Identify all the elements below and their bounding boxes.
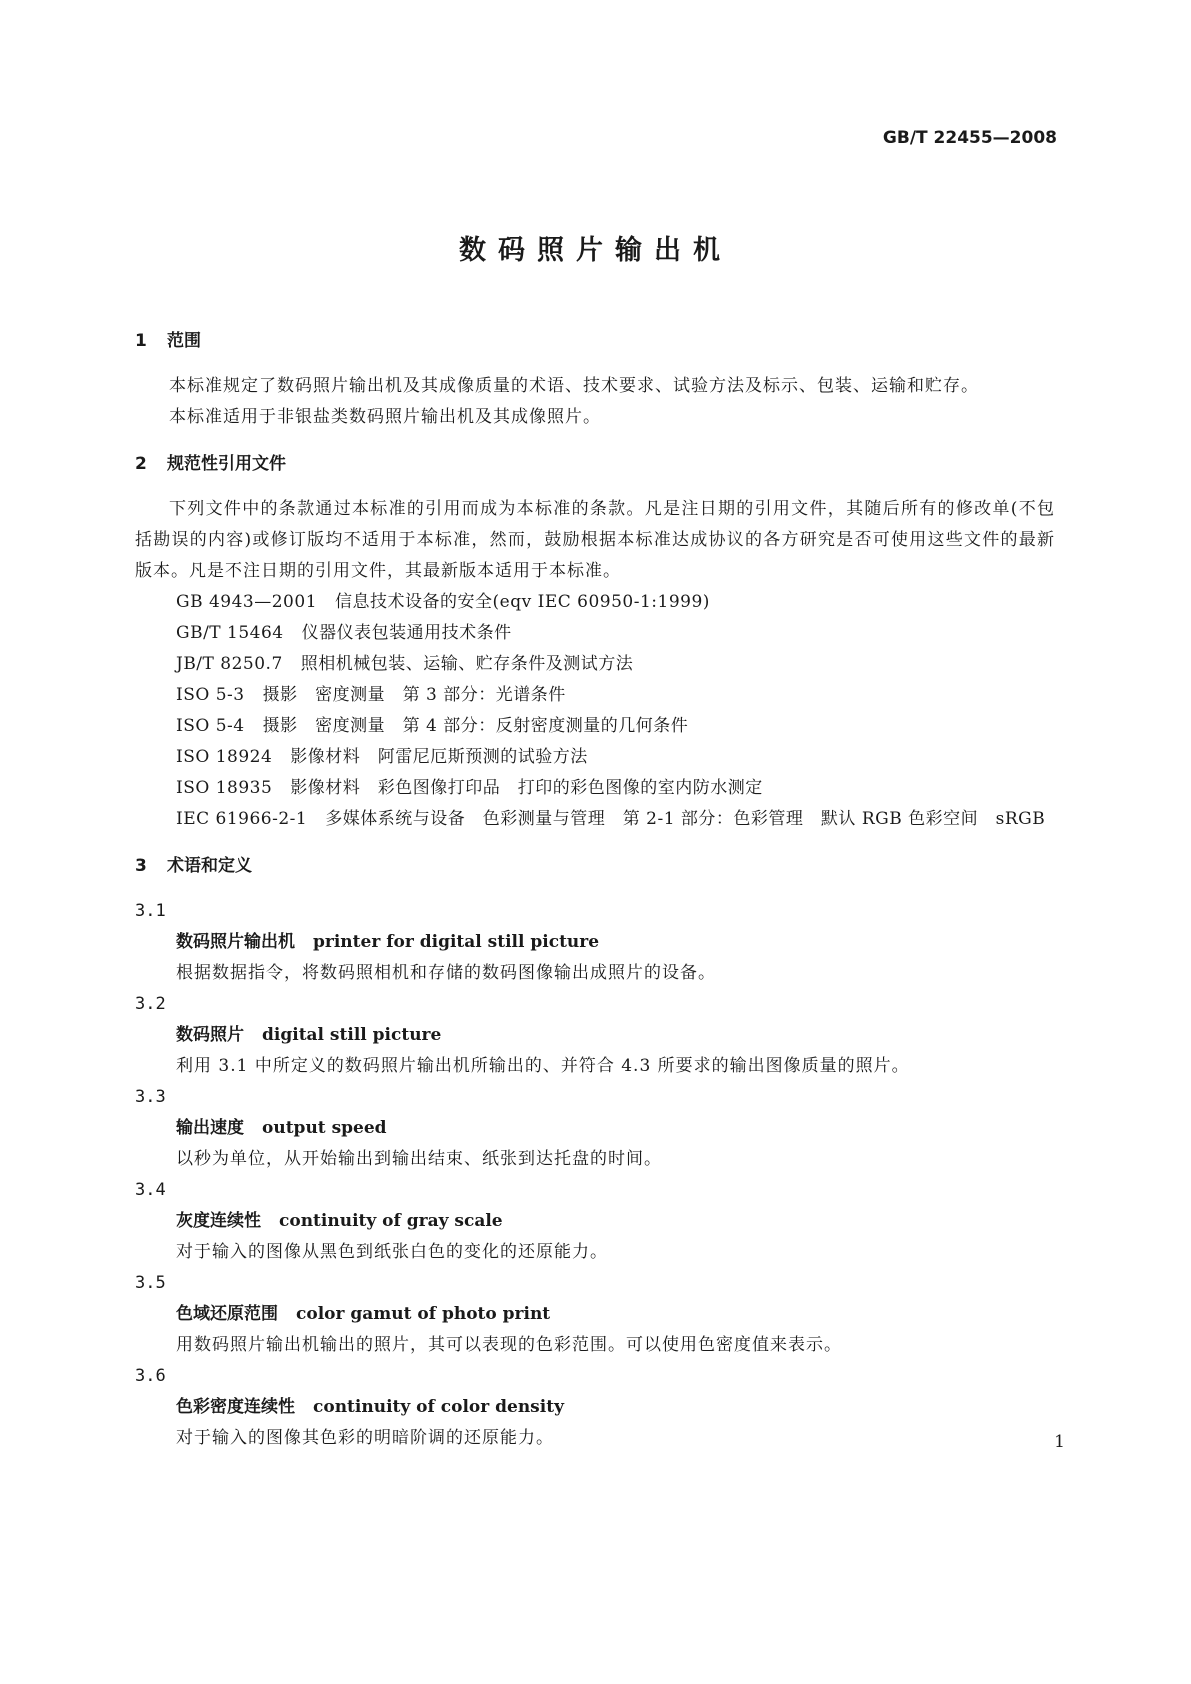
term-definition: 用数码照片输出机输出的照片，其可以表现的色彩范围。可以使用色密度值来表示。 xyxy=(176,1335,842,1355)
term-definition: 以秒为单位，从开始输出到输出结束、纸张到达托盘的时间。 xyxy=(176,1149,662,1169)
reference-title: 多媒体系统与设备 色彩测量与管理 第 2-1 部分：色彩管理 默认 RGB 色彩空间 sRGB xyxy=(325,809,1046,829)
reference-code: IEC 61966-2-1 xyxy=(176,809,308,829)
term-entry xyxy=(135,1268,1055,1361)
section-scope xyxy=(135,326,1055,433)
reference-code: JB/T 8250.7 xyxy=(176,654,283,674)
term-title xyxy=(176,1113,1055,1144)
reference-code: GB 4943—2001 xyxy=(176,592,318,612)
term-en: continuity of color density xyxy=(313,1397,564,1417)
term-definition: 对于输入的图像其色彩的明暗阶调的还原能力。 xyxy=(176,1428,554,1448)
term-cn: 数码照片输出机 xyxy=(176,932,295,952)
term-entry xyxy=(135,989,1055,1082)
reference-title: 照相机械包装、运输、贮存条件及测试方法 xyxy=(300,654,634,674)
term-definition: 根据数据指令，将数码照相机和存储的数码图像输出成照片的设备。 xyxy=(176,963,716,983)
term-number: 3.5 xyxy=(135,1273,166,1293)
section-normative-references xyxy=(135,449,1055,835)
reference-code: GB/T 15464 xyxy=(176,623,284,643)
term-number: 3.2 xyxy=(135,994,166,1014)
term-entry xyxy=(135,896,1055,989)
section-heading xyxy=(135,851,1055,882)
reference-title: 影像材料 彩色图像打印品 打印的彩色图像的室内防水测定 xyxy=(290,778,763,798)
reference-list xyxy=(135,587,1055,835)
section-heading xyxy=(135,449,1055,480)
term-cn: 灰度连续性 xyxy=(176,1211,261,1231)
section-number: 1 xyxy=(135,331,147,351)
section-title: 范围 xyxy=(167,331,201,351)
reference-title: 信息技术设备的安全(eqv IEC 60950-1:1999) xyxy=(335,592,710,612)
term-entry xyxy=(135,1082,1055,1175)
term-entry xyxy=(135,1361,1055,1454)
reference-code: ISO 18924 xyxy=(176,747,273,767)
term-cn: 输出速度 xyxy=(176,1118,244,1138)
reference-item xyxy=(176,680,1055,711)
reference-title: 影像材料 阿雷尼厄斯预测的试验方法 xyxy=(290,747,588,767)
reference-title: 摄影 密度测量 第 3 部分：光谱条件 xyxy=(262,685,566,705)
document-title: 数码照片输出机 xyxy=(459,235,732,266)
paragraph: 本标准规定了数码照片输出机及其成像质量的术语、技术要求、试验方法及标示、包装、运输和贮存。 xyxy=(169,376,979,396)
reference-item xyxy=(135,804,1055,835)
term-title xyxy=(176,927,1055,958)
reference-code: ISO 5-3 xyxy=(176,685,245,705)
reference-item xyxy=(176,587,1055,618)
reference-title: 仪器仪表包装通用技术条件 xyxy=(301,623,512,643)
term-en: printer for digital still picture xyxy=(313,932,600,952)
term-number: 3.4 xyxy=(135,1180,166,1200)
standard-code: GB/T 22455—2008 xyxy=(882,128,1057,148)
term-definition: 利用 3.1 中所定义的数码照片输出机所输出的、并符合 4.3 所要求的输出图像质量的照片。 xyxy=(176,1056,910,1076)
page-number: 1 xyxy=(1054,1432,1065,1452)
section-number: 3 xyxy=(135,856,147,876)
reference-code: ISO 5-4 xyxy=(176,716,245,736)
term-entry xyxy=(135,1175,1055,1268)
paragraph: 本标准适用于非银盐类数码照片输出机及其成像照片。 xyxy=(169,407,601,427)
section-number: 2 xyxy=(135,454,147,474)
section-title: 规范性引用文件 xyxy=(167,454,286,474)
section-terms-and-definitions xyxy=(135,851,1055,1454)
reference-item xyxy=(176,742,1055,773)
document-body xyxy=(135,326,1055,1470)
term-cn: 色域还原范围 xyxy=(176,1304,278,1324)
reference-item xyxy=(176,711,1055,742)
reference-title: 摄影 密度测量 第 4 部分：反射密度测量的几何条件 xyxy=(262,716,689,736)
reference-code: ISO 18935 xyxy=(176,778,273,798)
term-title xyxy=(176,1020,1055,1051)
term-title xyxy=(176,1299,1055,1330)
reference-item xyxy=(176,618,1055,649)
term-en: digital still picture xyxy=(262,1025,442,1045)
section-heading xyxy=(135,326,1055,357)
term-en: continuity of gray scale xyxy=(279,1211,503,1231)
term-title xyxy=(176,1392,1055,1423)
reference-item xyxy=(176,649,1055,680)
term-en: color gamut of photo print xyxy=(296,1304,551,1324)
section-title: 术语和定义 xyxy=(167,856,252,876)
paragraph: 下列文件中的条款通过本标准的引用而成为本标准的条款。凡是注日期的引用文件，其随后所有的修改单(不包括勘误的内容)或修订版均不适用于本标准，然而，鼓励根据本标准达成协议的各方研究是否可使用这些文件的最新版本。凡是不注日期的引用文件，其最新版本适用于本标准。 xyxy=(135,499,1055,581)
term-definition: 对于输入的图像从黑色到纸张白色的变化的还原能力。 xyxy=(176,1242,608,1262)
term-cn: 数码照片 xyxy=(176,1025,244,1045)
term-number: 3.3 xyxy=(135,1087,166,1107)
term-number: 3.6 xyxy=(135,1366,166,1386)
term-cn: 色彩密度连续性 xyxy=(176,1397,295,1417)
term-en: output speed xyxy=(262,1118,387,1138)
term-number: 3.1 xyxy=(135,901,166,921)
term-title xyxy=(176,1206,1055,1237)
reference-item xyxy=(176,773,1055,804)
